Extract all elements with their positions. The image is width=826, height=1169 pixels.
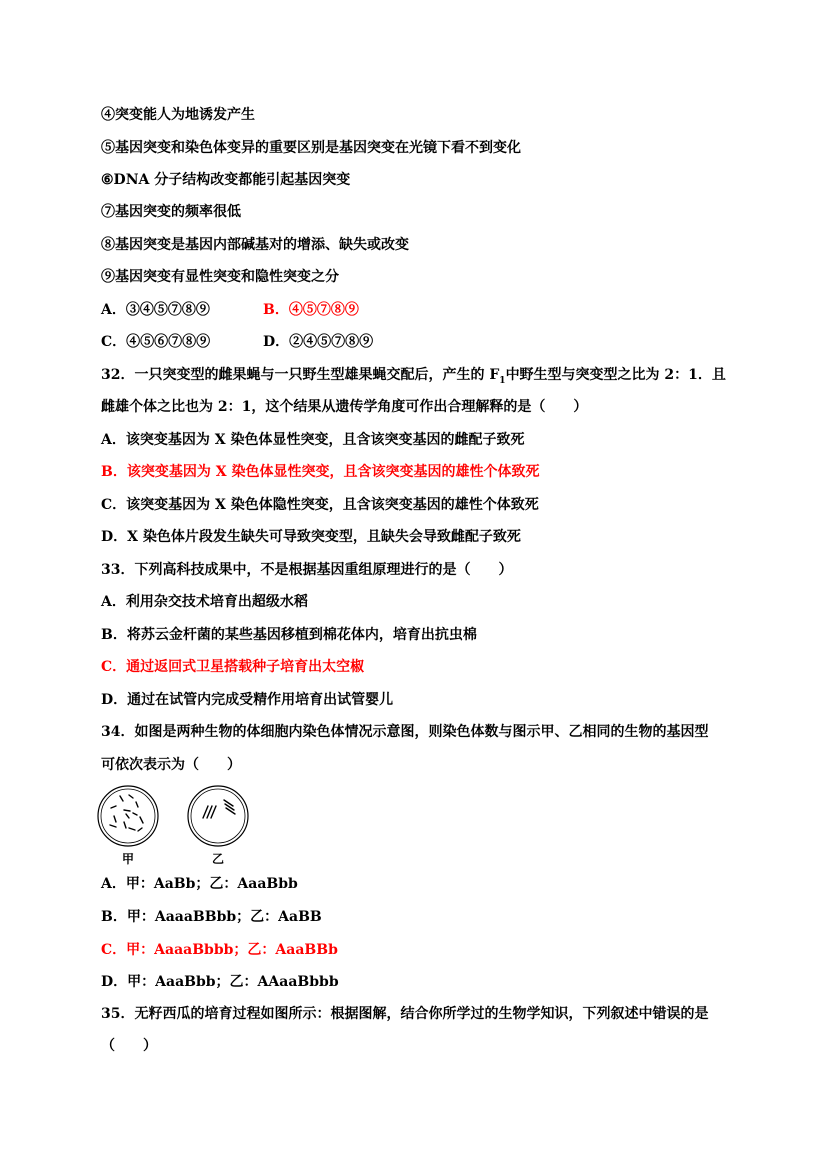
statement-4: ④突变能人为地诱发产生 <box>101 107 255 123</box>
cell-jia <box>98 786 158 846</box>
statement-9: ⑨基因突变有显性突变和隐性突变之分 <box>101 269 339 285</box>
q35-stem-line-2: （ ） <box>101 1038 157 1054</box>
q32-stem-line-1: 32．一只突变型的雌果蝇与一只野生型雄果蝇交配后，产生的 $F_1$中野生型与突变型之比为 2：1．且 <box>101 367 726 386</box>
statement-5: ⑤基因突变和染色体变异的重要区别是基因突变在光镜下看不到变化 <box>101 140 521 156</box>
statement-7: ⑦基因突变的频率很低 <box>101 204 241 220</box>
q33-option-c: C．通过返回式卫星搭载种子培育出太空椒 <box>101 659 365 675</box>
q34-option-a: A．甲：AaBb；乙：AaaBbb <box>101 876 298 892</box>
q32-option-b: B．该突变基因为 X 染色体显性突变，且含该突变基因的雄性个体致死 <box>101 464 540 480</box>
q33-stem: 33．下列高科技成果中，不是根据基因重组原理进行的是（ ） <box>101 562 513 578</box>
q31-option-a: A．③④⑤⑦⑧⑨ <box>101 302 210 318</box>
figure-label-yi: 乙 <box>212 852 225 866</box>
chromosomes-yi <box>203 800 235 818</box>
chromosome-diagram <box>96 782 266 852</box>
q32-option-d: D．X 染色体片段发生缺失可导致突变型，且缺失会导致雌配子致死 <box>101 529 521 545</box>
chromosome-figure <box>96 782 266 872</box>
q34-option-b: B．甲：AaaaBBbb；乙：AaBB <box>101 909 322 925</box>
chromosomes-jia <box>110 795 143 831</box>
q31-option-d: D．②④⑤⑦⑧⑨ <box>263 334 374 350</box>
q34-option-c: C．甲：AaaaBbbb；乙：AaaBBb <box>101 942 338 958</box>
q31-option-b: B．④⑤⑦⑧⑨ <box>263 302 359 318</box>
q31-option-c: C．④⑤⑥⑦⑧⑨ <box>101 334 211 350</box>
q35-stem-line-1: 35．无籽西瓜的培育过程如图所示：根据图解，结合你所学过的生物学知识，下列叙述中错误的是 <box>101 1006 709 1022</box>
statement-8: ⑧基因突变是基因内部碱基对的增添、缺失或改变 <box>101 237 409 253</box>
q32-stem-line-2: 雌雄个体之比也为 2：1，这个结果从遗传学角度可作出合理解释的是（ ） <box>101 399 588 415</box>
figure-label-jia: 甲 <box>122 852 135 866</box>
q33-option-a: A．利用杂交技术培育出超级水稻 <box>101 594 308 610</box>
q31-options-row-1 <box>101 300 501 320</box>
statement-6: ⑥DNA 分子结构改变都能引起基因突变 <box>101 172 351 188</box>
q33-option-d: D．通过在试管内完成受精作用培育出试管婴儿 <box>101 692 394 708</box>
q33-option-b: B．将苏云金杆菌的某些基因移植到棉花体内，培育出抗虫棉 <box>101 627 477 643</box>
q34-stem-line-1: 34．如图是两种生物的体细胞内染色体情况示意图，则染色体数与图示甲、乙相同的生物的基因型 <box>101 724 709 740</box>
q34-stem-line-2: 可依次表示为（ ） <box>101 757 241 773</box>
q34-option-d: D．甲：AaaBbb；乙：AAaaBbbb <box>101 974 339 990</box>
q32-option-c: C．该突变基因为 X 染色体隐性突变，且含该突变基因的雄性个体致死 <box>101 497 539 513</box>
q31-options-row-2 <box>101 332 501 352</box>
cell-yi <box>188 786 248 846</box>
q32-option-a: A．该突变基因为 X 染色体显性突变，且含该突变基因的雌配子致死 <box>101 432 525 448</box>
